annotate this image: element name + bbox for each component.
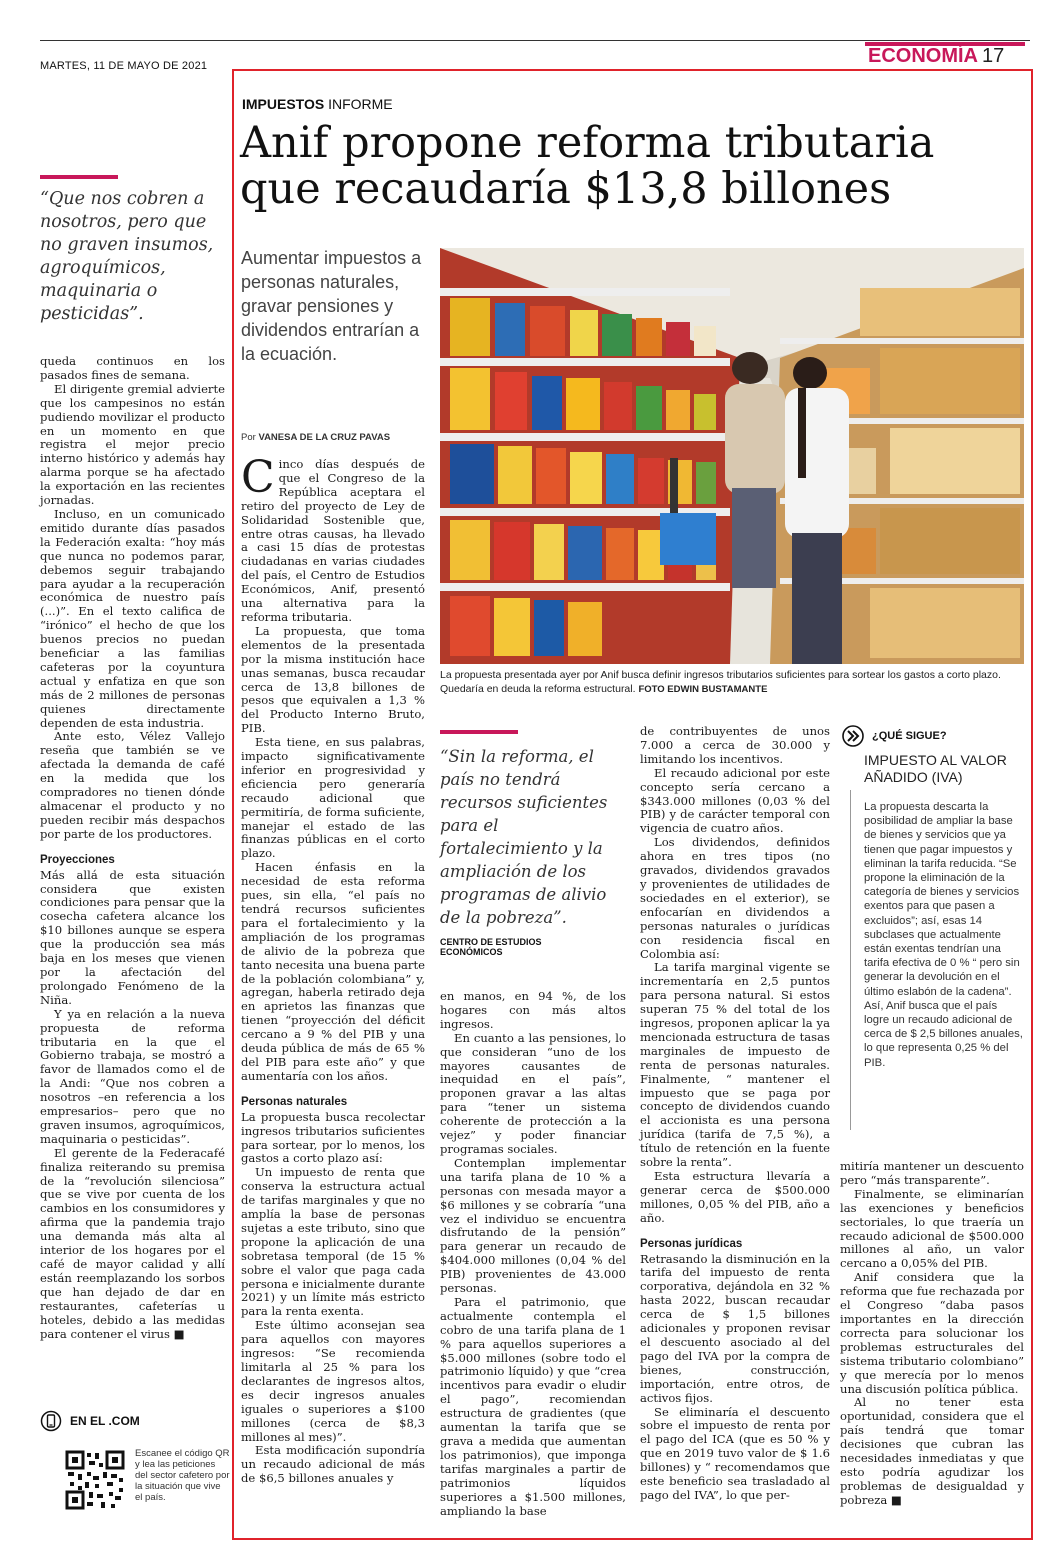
- article-paragraph: Se eliminaría el descuento sobre el impuesto de renta por el pago del ICA (que es 50 % y que en 2019 tuvo valor de $ 1.6 billones) y “ recomendamos que este beneficio sea trasladado al pago del IVA”, lo que per-: [640, 1404, 830, 1502]
- article-paragraph: Esta estructura llevaría a generar cerca de $500.000 millones, 0,05 % del PIB, año a año.: [640, 1169, 830, 1225]
- sidebar-label: ¿QUÉ SIGUE?: [872, 730, 947, 742]
- left-paragraph: El gerente de la Federacafé finaliza reiterando su premisa de la “revolución silenciosa” que se vive por cuenta de los cambios en los consumidores y afirma que la pandemia trajo una demanda más alta al interior de los hogares por el café de mayor calidad y allí están reemplazando los sorbos que han dejado de dar en restaurantes, cafeterías u hoteles, debido a las medidas para contener el virus ■: [40, 1145, 225, 1341]
- web-promo-label: EN EL .COM: [70, 1414, 140, 1428]
- photo-credit: FOTO EDWIN BUSTAMANTE: [638, 684, 768, 695]
- article-paragraph: Finalmente, se eliminarían las exenciones y beneficios sectoriales, lo que traería un recaudo adicional de $500.000 millones al año, un valor cercano a 0,05% del PIB.: [840, 1186, 1024, 1271]
- article-paragraph: mitiría mantener un descuento pero “más transparente”.: [840, 1159, 1024, 1187]
- left-paragraph: Más allá de esta situación considera que existen condiciones para pensar que la cosecha cafetera alcance los $10 billones aunque se espera que la producción sea más baja en los meses que vienen por la afectación del prolongado Fenómeno de la Niña.: [40, 867, 225, 1007]
- subhead-personas-naturales: Personas naturales: [241, 1095, 348, 1108]
- dek: Aumentar impuestos a personas naturales, gravar pensiones y dividendos entrarían a la ecuación.: [241, 248, 422, 364]
- article-paragraph: Contemplan implementar una tarifa plana de 10 % a personas con mesada mayor a $6 millones y se cobraría “una vez el individuo se encuentra disfrutando de la pensión” para generar un recaudo de $404.000 millones (0,04 % del PIB) provenientes de 43.000 personas.: [440, 1155, 626, 1296]
- sidebar-text: La propuesta descarta la posibilidad de ampliar la base de bienes y servicios que ya tienen que pagar impuestos y eliminan la tarifa reducida. “Se propone la eliminación de la categoría de bienes y servicios exentos para que pasen a excluidos”; así, esas 14 subclases que actualmente están exentas tendrían una tarifa efectiva de 0 % “ pero sin generar la devolución en el último eslabón de la cadena”. Así, Anif busca que el país logre un recaudo adicional de cerca de $ 2,5 billones anuales, lo que representa 0,25 % del PIB.: [864, 801, 1023, 1069]
- sidebar-label-row: [842, 725, 947, 747]
- kicker: [242, 96, 393, 112]
- pull-quote-bar: [440, 730, 518, 734]
- left-paragraph: queda continuos en los pasados fines de semana.: [40, 354, 225, 382]
- article-paragraph: El recaudo adicional por este concepto sería cercano a $343.000 millones (0,03 % del PIB) y de carácter temporal con vigencia de cuatro años.: [640, 765, 830, 836]
- article-paragraph: Esta modificación supondría un recaudo adicional de más de $6,5 billones anuales y: [241, 1443, 425, 1486]
- article-paragraph: Esta tiene, en sus palabras, impacto significativamente inferior en progresividad y eficiencia pero generaría recaudo adicional que permitiría, de forma suficiente, manejar el estado de las finanzas públicas en el corto plazo.: [241, 735, 425, 861]
- sidebar-title: IMPUESTO AL VALOR AÑADIDO (IVA): [864, 752, 1007, 785]
- article-paragraph: La tarifa marginal vigente se incrementaría en 2,5 puntos para persona natural. Si estos superan 75 % del total de los ingresos, proponen aplicar la ya mencionada estructura de tasas marginales de impuesto de renta de personas naturales. Finalmente, “ mantener el impuesto que se paga por concepto de dividendos cuando el accionista es una persona jurídica (tarifa de 7,5 %), a título de retención en la fuente sobre la renta”.: [640, 960, 830, 1170]
- article-paragraph: Retrasando la disminución en la tarifa del impuesto de renta corporativa, dejándola en 32 % hasta 2022, buscan recaudar cerca de $ 1,5 billones adicionales y proponen revisar el descuento asociado al del pago del IVA por la compra de bienes, construcción, importación, entre otros, de activos fijos.: [640, 1251, 830, 1405]
- left-subhead: Proyecciones: [40, 853, 115, 866]
- top-rule: [40, 40, 1030, 41]
- headline: Anif propone reforma tributaria que recaudaría $13,8 billones: [240, 118, 935, 214]
- article-lede: inco días después de que el Congreso de la República aceptara el retiro del proyecto de Ley de Solidaridad Sostenible que, entre otras causas, ha llevado a casi 15 días de protestas ciudadanas en varias ciudades del país, el Centro de Estudios Económicos, Anif, presentó una alternativa para la reforma tributaria.: [241, 457, 425, 624]
- left-paragraph: Ante esto, Vélez Vallejo reseña que también se ve afectada la demanda de café en la medida que los compradores no tienen dónde almacenar el producto y no pueden recibir más despachos por parte de los productores.: [40, 729, 225, 841]
- subhead-personas-juridicas: Personas jurídicas: [640, 1237, 743, 1250]
- left-paragraph: El dirigente gremial advierte que los campesinos no están pudiendo movilizar el producto en un momento en que registra el mejor precio interno histórico y además hay alarma porque se ha afectado la exportación en las recientes jornadas.: [40, 381, 225, 508]
- article-paragraph: en manos, en 94 %, de los hogares con más altos ingresos.: [440, 989, 626, 1031]
- left-column-body: [40, 355, 225, 1341]
- article-column-2: [440, 990, 626, 1518]
- article-column-3: [640, 725, 830, 1503]
- section-name: ECONOMÍA: [868, 45, 978, 67]
- caption-text: La propuesta presentada ayer por Anif busca definir ingresos tributarios suficientes para sortear los gastos a corto plazo. Quedaría en deuda la reforma estructural.: [440, 669, 1001, 695]
- kicker-topic: IMPUESTOS: [242, 96, 325, 112]
- web-promo-header: [40, 1410, 140, 1432]
- double-chevron-right-icon: [842, 725, 864, 747]
- qr-instructions: Escanee el código QR y lea las peticiones del sector cafetero por la situación que vive el país.: [135, 1448, 230, 1503]
- issue-date: MARTES, 11 DE MAYO DE 2021: [40, 60, 208, 72]
- drop-cap: C: [241, 452, 275, 503]
- article-column-1: [241, 452, 425, 1486]
- article-paragraph: Este último aconsejan sea para aquellos con mayores ingresos: “Se recomienda limitarla al 25 % para los declarantes de ingresos altos, es decir ingresos anuales iguales o superiores a $100 millones (cerca de $8,3 millones al mes)”.: [241, 1318, 425, 1444]
- article-paragraph: Hacen énfasis en la necesidad de esta reforma pues, sin ella, “el país no tendrá recursos suficientes para el fortalecimiento y la ampliación de los programas de alivio de la pobreza que tanto necesita una buena parte de la población colombiana” y, agregan, haberla retirado deja en aprietos las finanzas que tienen “proyección del déficit cercano a 9 % del PIB y una deuda pública de más de 65 % del PIB para este año” y que aumentaría con los años.: [241, 860, 425, 1083]
- sidebar-rule: [850, 790, 851, 1130]
- left-pull-quote: “Que nos cobren a nosotros, pero que no graven insumos, agroquímicos, maquinaria o pesticidas”.: [40, 189, 214, 324]
- byline-prefix: Por: [241, 432, 256, 443]
- left-paragraph: Y ya en relación a la nueva propuesta de reforma tributaria en la que el Gobierno trabaja, se mostró a favor de llamados como el de la Andi: “Que nos cobren a nosotros –en referencia a los empresarios– pero que no graven insumos, agroquímicos, maquinaria o pesticidas”.: [40, 1006, 225, 1146]
- article-paragraph: La propuesta busca recolectar ingresos tributarios suficientes para sortear, por lo menos, los gastos a corto plazo así:: [241, 1109, 425, 1166]
- supermarket-photo: [440, 248, 1024, 664]
- page-number: 17: [982, 45, 1005, 67]
- article-paragraph: Anif considera que la reforma que fue rechazada por el Congreso “daba pasos importantes en la dirección correcta para solucionar los problemas estructurales del sistema tributario colombiano” y que merecía por lo menos una discusión política pública.: [840, 1270, 1024, 1396]
- pull-quote-bar: [40, 175, 118, 179]
- photo-caption: [440, 668, 1024, 697]
- article-paragraph: Los dividendos, definidos ahora en tres tipos (no gravados, dividendos gravados y provenientes de utilidades de sociedades en el exterior), se enfocarían en dividendos a personas naturales o jurídicas con residencia fiscal en Colombia así:: [640, 835, 830, 961]
- article-paragraph: Para el patrimonio, que actualmente contempla el cobro de una tarifa plana de 1 % para aquellos superiores a $5.000 millones (sobre todo el patrimonio líquido) y que “crea incentivos para evadir o eludir el pago”, recomiendan estructura de gradientes (que aumentan la tarifa que se grava a medida que aumentan los patrimonios), que imponga tarifas marginales a partir de patrimonios líquidos superiores a $1.500 millones, ampliando la base: [440, 1294, 626, 1518]
- kicker-type: INFORME: [328, 96, 393, 112]
- article-column-4: [840, 1160, 1024, 1508]
- article-paragraph: de contribuyentes de unos 7.000 a cerca de 30.000 y limitando los incentivos.: [640, 724, 830, 766]
- qr-code[interactable]: [65, 1450, 125, 1510]
- section-label: [868, 45, 1004, 68]
- byline-name: VANESA DE LA CRUZ PAVAS: [258, 432, 391, 443]
- qr-scan-icon: [40, 1410, 62, 1432]
- article-paragraph: Un impuesto de renta que conserva la estructura actual de tarifas marginales y que no amplía la base de personas sujetas a este tributo, sino que propone la aplicación de una sobretasa temporal (de 15 % sobre el valor que paga cada persona e inicialmente durante 2021) y un límite más estricto para la renta exenta.: [241, 1165, 425, 1319]
- article-paragraph: Al no tener esta oportunidad, considera que el país tendrá que tomar decisiones que cubran las necesidades inmediatas y que esto podría agudizar los problemas de desigualdad y pobreza ■: [840, 1395, 1024, 1507]
- article-paragraph: La propuesta, que toma elementos de la presentada por la misma institución hace unas semanas, busca recaudar cerca de 13,8 billones de pesos que equivalen a 1,3 % del Producto Interno Bruto, PIB.: [241, 623, 425, 736]
- pull-quote-source: CENTRO DE ESTUDIOS ECONÓMICOS: [440, 937, 542, 957]
- article-paragraph: En cuanto a las pensiones, lo que consideran “uno de los mayores causantes de inequidad en el país”, proponen gravar a las altas para “tener un sistema coherente de protección a la vejez” y poder financiar programas sociales.: [440, 1030, 626, 1156]
- byline: [241, 432, 390, 443]
- left-paragraph: Incluso, en un comunicado emitido durante días pasados la Federación exalta: “hoy más que nunca no podemos parar, debemos seguir trabajando para ayudar a la recuperación económica de nuestro país (...)”. En el texto califica de “irónico” el hecho de que los buenos precios no puedan beneficiar a las familias cafeteras por la coyuntura actual y enfatiza en que son más de 2 millones de personas quienes directamente dependen de esta industria.: [40, 506, 225, 730]
- center-pull-quote: “Sin la reforma, el país no tendrá recursos suficientes para el fortalecimiento y la ampliación de los programas de alivio de la pobreza”.: [440, 747, 608, 927]
